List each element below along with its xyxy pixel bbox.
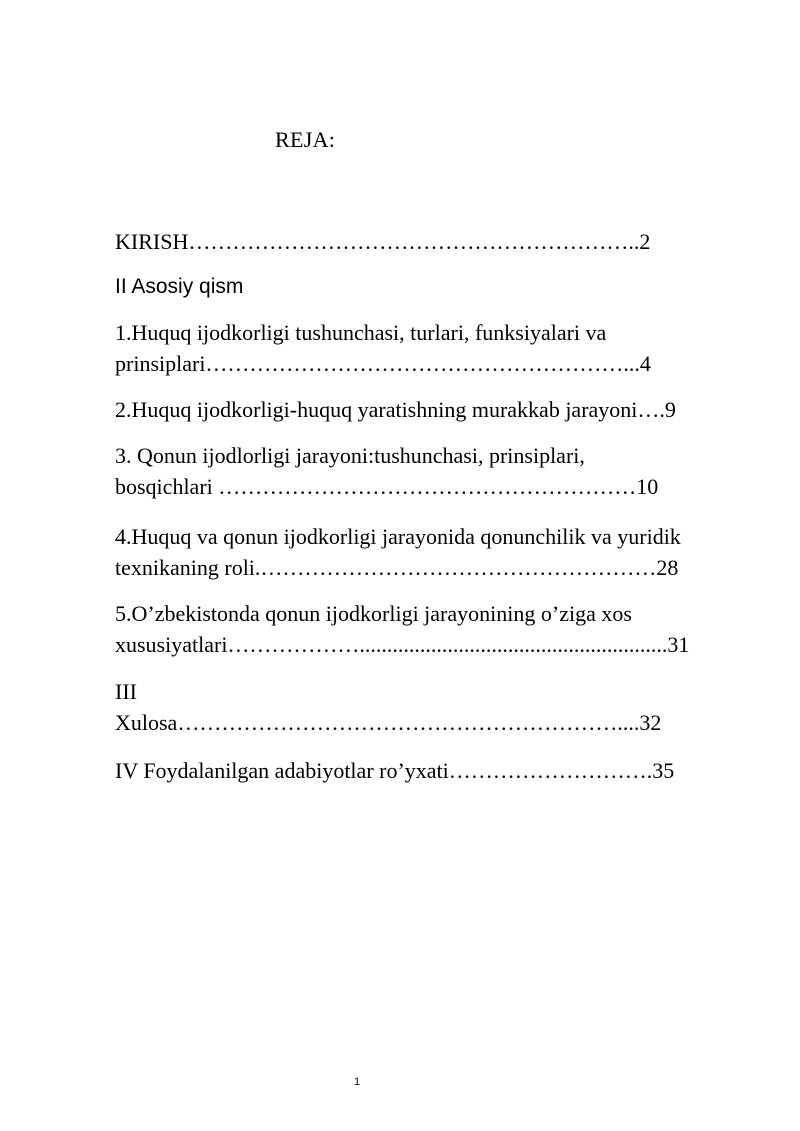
toc-entry-xulosa-line-2: Xulosa……………………………………………………....32 — [115, 710, 662, 735]
toc-entry-3-line-1: 3. Qonun ijodlorligi jarayoni:tushunchasi, prinsiplari, — [115, 443, 585, 468]
toc-section-asosiy-text: II Asosiy qism — [115, 275, 244, 298]
toc-entry-1-line-2: prinsiplari…………………………………………………...4 — [115, 351, 651, 376]
toc-entry-1 — [115, 317, 742, 379]
toc-entry-5 — [115, 598, 742, 660]
toc-entry-1-word: tushunchasi, — [295, 320, 405, 345]
toc-entry-1-word: va — [585, 320, 607, 345]
page-number: 1 — [353, 1076, 361, 1088]
toc-entry-1-word: ijodkorligi — [196, 320, 290, 345]
toc-entry-2 — [115, 394, 742, 425]
toc-entry-5-line-1: 5.O’zbekistonda qonun ijodkorligi jarayonining o’ziga xos — [115, 601, 632, 626]
toc-entry-kirish-text: KIRISH……………………………………………………..2 — [115, 229, 651, 254]
toc-entry-adabiyotlar-text: IV Foydalanilgan adabiyotlar ro’yxati……………………….35 — [115, 758, 675, 783]
toc-entry-1-word: turlari, — [410, 320, 470, 345]
toc-entry-1-line-1 — [115, 317, 742, 348]
toc-entry-adabiyotlar — [115, 755, 742, 786]
toc-entry-4-line-2: texnikaning roli.………………………………………………28 — [115, 555, 679, 580]
toc-entry-2-text: 2.Huquq ijodkorligi-huquq yaratishning murakkab jarayoni….9 — [115, 397, 676, 422]
toc-entry-3 — [115, 440, 742, 502]
toc-entry-5-line-2: xususiyatlari………………........................................................31 — [115, 632, 690, 657]
toc-entry-xulosa-line-1: III — [115, 679, 137, 704]
toc-entry-1-word: funksiyalari — [474, 320, 581, 345]
toc-entry-3-line-2: bosqichlari …………………………………………………10 — [115, 474, 659, 499]
toc-entry-1-word: 1.Huquq — [115, 320, 192, 345]
toc-entry-4-line-1: 4.Huquq va qonun ijodkorligi jarayonida qonunchilik va yuridik — [115, 524, 681, 549]
toc-entry-4 — [115, 521, 742, 583]
page-title: REJA: — [275, 127, 336, 152]
toc-entry-xulosa — [115, 676, 742, 738]
toc-section-asosiy — [115, 271, 742, 302]
toc-entry-kirish — [115, 226, 742, 257]
